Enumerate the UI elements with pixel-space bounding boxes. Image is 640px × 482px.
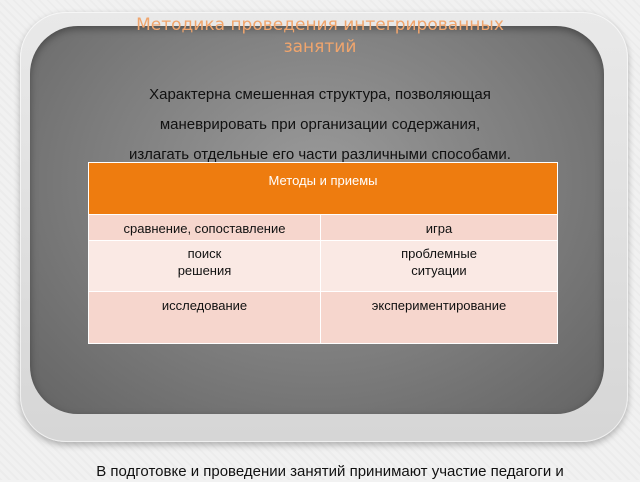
cell-line: решения [177,263,232,279]
intro-line-2: маневрировать при организации содержания, [159,116,481,133]
intro-line-1: Характерна смешенная структура, позволяющая [149,86,491,103]
footer-text: В подготовке и проведении занятий принимают участие педагоги и [96,463,564,480]
slide-title [60,14,580,58]
cell-line: ситуации [411,263,467,279]
table-row [89,241,558,291]
cell-line: проблемные [401,246,477,262]
table-cell: экспериментирование [321,291,558,343]
table-cell [321,241,558,291]
methods-table [88,162,558,344]
slide-title-line-1: Методика проведения интегрированных [136,15,504,35]
table-row [89,215,558,241]
table-cell: сравнение, сопоставление [89,215,321,241]
intro-line-3: излагать отдельные его части различными способами. [129,146,511,163]
table-cell [89,241,321,291]
table-cell: игра [321,215,558,241]
slide-title-line-2: занятий [283,37,357,57]
table-header-row [89,163,558,215]
table-header: Методы и приемы [89,163,558,215]
table-row [89,291,558,343]
cell-line: поиск [187,246,222,262]
table-cell: исследование [89,291,321,343]
intro-paragraph [60,80,580,170]
